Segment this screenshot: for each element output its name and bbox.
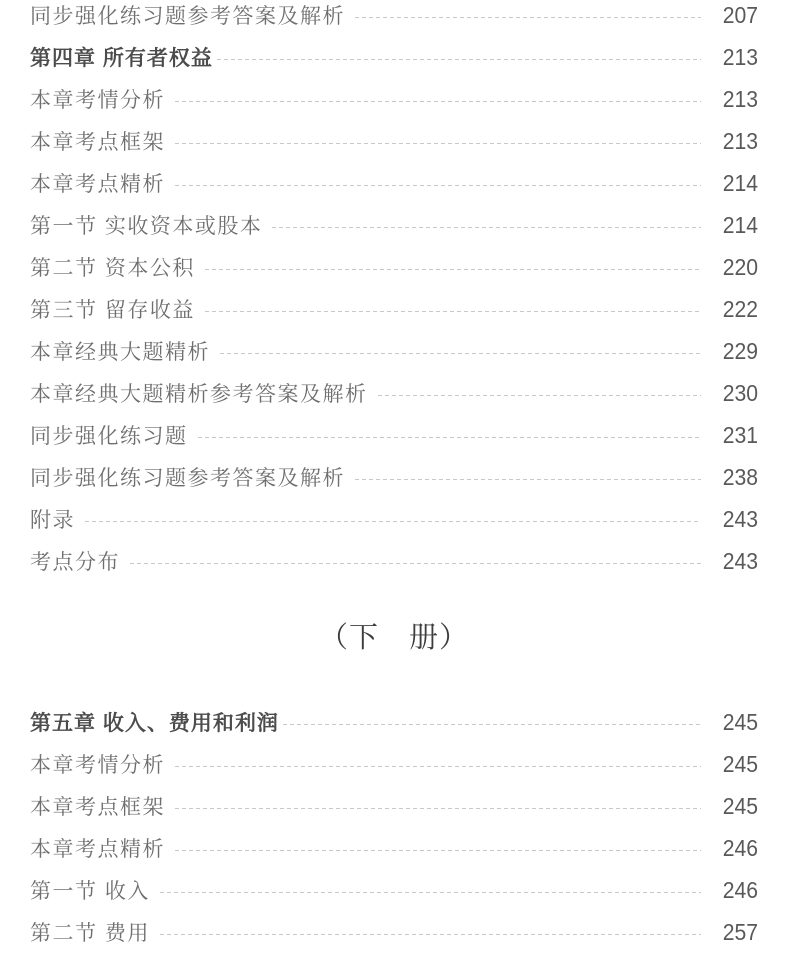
toc-entry-title: 第五章 收入、费用和利润 (30, 712, 279, 735)
toc-entry-title: 同步强化练习题参考答案及解析 (30, 467, 345, 490)
toc-dotted-leader (175, 101, 701, 102)
toc-page-number: 257 (722, 918, 758, 945)
toc-entry (30, 372, 758, 414)
toc-entry-title: 本章考点精析 (30, 173, 165, 196)
toc-entry (30, 330, 758, 372)
toc-dotted-leader (160, 892, 701, 893)
toc-entry (30, 456, 758, 498)
toc-page-number: 246 (722, 834, 758, 861)
volume-heading: （下 册） (318, 622, 469, 654)
toc-entry-title: 第三节 留存收益 (30, 299, 195, 322)
toc-dotted-leader (205, 311, 701, 312)
toc-entry-title: 第二节 费用 (30, 922, 150, 945)
toc-entry (30, 120, 758, 162)
toc-entry-title: 第二节 资本公积 (30, 257, 195, 280)
toc-page-number: 245 (722, 792, 758, 819)
toc-entry (30, 827, 758, 869)
toc-entry-title: 本章考点精析 (30, 838, 165, 861)
toc-page-number: 230 (722, 379, 758, 406)
toc-entry-title: 第一节 实收资本或股本 (30, 215, 263, 238)
toc-entry (30, 540, 758, 582)
toc-entry (30, 36, 758, 78)
toc-page-number: 243 (722, 547, 758, 574)
toc-entry-title: 考点分布 (30, 551, 120, 574)
toc-dotted-leader (175, 143, 701, 144)
toc-entry (30, 0, 758, 36)
toc-entry-title: 第四章 所有者权益 (30, 47, 213, 70)
toc-page-number: 207 (722, 1, 758, 28)
toc-page-number: 222 (722, 295, 758, 322)
toc-page-number: 245 (722, 750, 758, 777)
toc-page-number: 231 (722, 421, 758, 448)
toc-page-number: 213 (722, 85, 758, 112)
toc-entry (30, 246, 758, 288)
toc-entry-title: 本章经典大题精析参考答案及解析 (30, 383, 368, 406)
toc-entry-title: 本章考点框架 (30, 796, 165, 819)
toc-dotted-leader (355, 17, 701, 18)
toc-page-number: 245 (722, 708, 758, 735)
toc-page-number: 213 (722, 127, 758, 154)
toc-dotted-leader (198, 437, 702, 438)
toc-entry-title: 本章考情分析 (30, 754, 165, 777)
toc-dotted-leader (175, 808, 701, 809)
toc-entry-title: 本章考点框架 (30, 131, 165, 154)
toc-entry (30, 162, 758, 204)
toc-dotted-leader (130, 563, 701, 564)
toc-entry-title: 本章经典大题精析 (30, 341, 210, 364)
toc-page-number: 243 (722, 505, 758, 532)
toc-section-lower (30, 701, 758, 953)
toc-section-upper (30, 0, 758, 582)
toc-page-number: 246 (722, 876, 758, 903)
toc-entry-title: 附录 (30, 509, 75, 532)
toc-entry (30, 869, 758, 911)
toc-entry (30, 414, 758, 456)
toc-entry (30, 78, 758, 120)
toc-entry (30, 785, 758, 827)
toc-page-number: 213 (722, 43, 758, 70)
toc-page-number: 214 (722, 211, 758, 238)
toc-dotted-leader (355, 479, 701, 480)
toc-entry (30, 701, 758, 743)
toc-dotted-leader (272, 227, 701, 228)
toc-entry-title: 同步强化练习题参考答案及解析 (30, 5, 345, 28)
toc-dotted-leader (175, 850, 701, 851)
toc-entry (30, 204, 758, 246)
toc-entry-title: 本章考情分析 (30, 89, 165, 112)
toc-page-number: 220 (722, 253, 758, 280)
toc-page-number: 214 (722, 169, 758, 196)
toc-entry (30, 911, 758, 953)
toc-dotted-leader (217, 59, 701, 60)
toc-dotted-leader (220, 353, 701, 354)
toc-dotted-leader (85, 521, 701, 522)
toc-page-number: 229 (722, 337, 758, 364)
toc-entry (30, 498, 758, 540)
toc-page-number: 238 (722, 463, 758, 490)
toc-dotted-leader (378, 395, 702, 396)
toc-dotted-leader (175, 185, 701, 186)
toc-entry-title: 第一节 收入 (30, 880, 150, 903)
toc-dotted-leader (205, 269, 701, 270)
toc-dotted-leader (160, 934, 701, 935)
toc-entry (30, 288, 758, 330)
toc-entry (30, 743, 758, 785)
toc-entry-title: 同步强化练习题 (30, 425, 188, 448)
toc-dotted-leader (283, 724, 701, 725)
toc-dotted-leader (175, 766, 701, 767)
